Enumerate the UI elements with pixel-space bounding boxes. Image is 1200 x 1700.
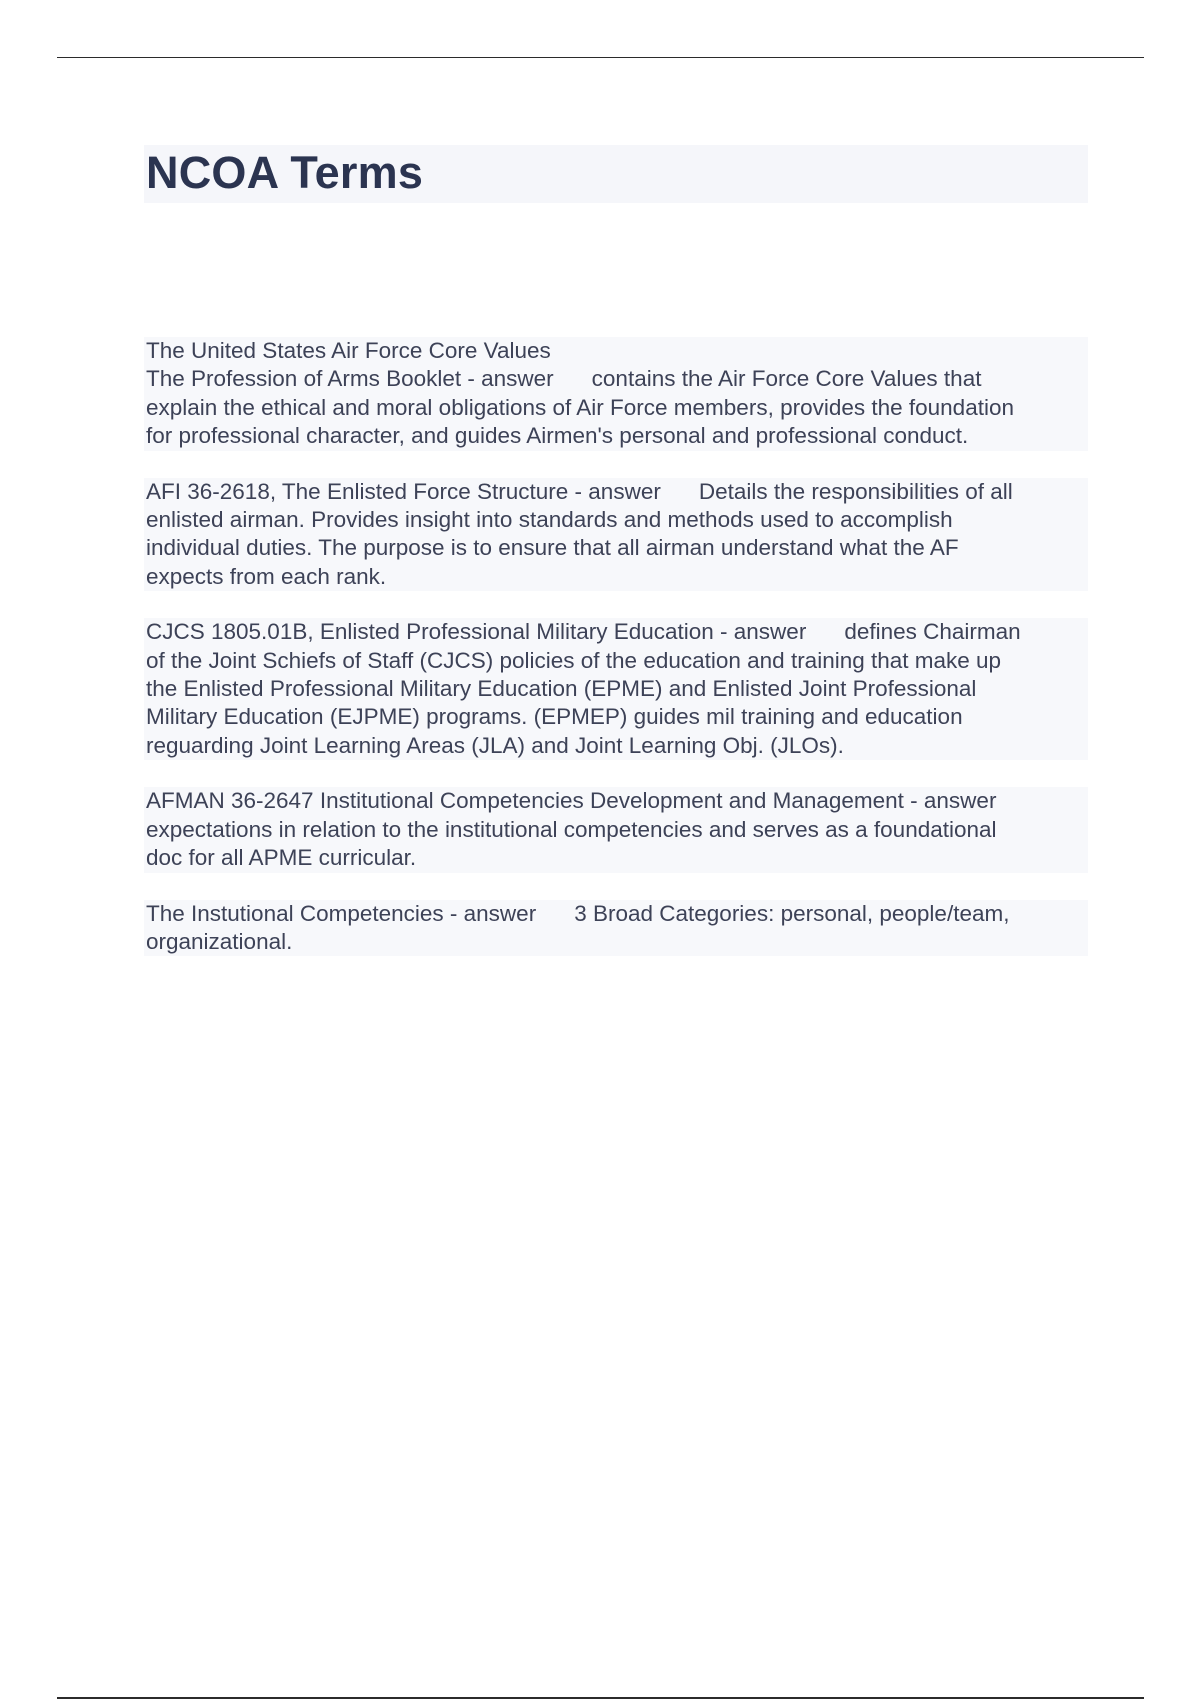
entry-line: organizational. [146,928,293,954]
term-text: CJCS 1805.01B, Enlisted Professional Military Education - answer [146,619,807,645]
entry-line: Military Education (EJPME) programs. (EPMEP) guides mil training and education [146,704,963,730]
entry-line [146,365,1086,393]
entry-line [146,900,1086,928]
term-text: The Instutional Competencies - answer [146,900,537,926]
entry-line: individual duties. The purpose is to ensure that all airman understand what the AF [146,535,959,561]
top-rule [57,57,1144,58]
entry-line: for professional character, and guides Airmen's personal and professional conduct. [146,423,969,449]
entry-line: explain the ethical and moral obligations of Air Force members, provides the foundation [146,394,1014,420]
answer-text: 3 Broad Categories: personal, people/team, [574,900,1010,926]
term-entry-core-values [144,337,1088,451]
answer-text: defines Chairman [844,619,1021,645]
entry-line: The United States Air Force Core Values [146,338,551,363]
entry-line: expects from each rank. [146,563,387,589]
term-entry-afman-36-2647 [144,787,1088,872]
page-title: NCOA Terms [146,147,424,198]
entry-line: expectations in relation to the institutional competencies and serves as a foundational [146,816,997,842]
term-entry-institutional-competencies [144,900,1088,957]
entry-line: the Enlisted Professional Military Education (EPME) and Enlisted Joint Professional [146,676,977,702]
entry-line: AFMAN 36-2647 Institutional Competencies Development and Management - answer [146,788,997,814]
entry-line [146,478,1086,506]
entry-line: reguarding Joint Learning Areas (JLA) and Joint Learning Obj. (JLOs). [146,732,844,758]
term-text: The Profession of Arms Booklet - answer [146,366,554,392]
bottom-rule [57,1697,1144,1699]
term-entry-cjcs-1805 [144,618,1088,760]
terms-list [144,337,1088,983]
term-entry-afi-36-2618 [144,478,1088,592]
term-text: AFI 36-2618, The Enlisted Force Structure - answer [146,478,661,504]
answer-text: contains the Air Force Core Values that [591,366,982,392]
answer-text: Details the responsibilities of all [698,478,1013,504]
entry-line: enlisted airman. Provides insight into standards and methods used to accomplish [146,507,953,533]
entry-line [146,618,1086,646]
entry-line: of the Joint Schiefs of Staff (CJCS) policies of the education and training that make up [146,647,1002,673]
entry-line: doc for all APME curricular. [146,845,417,871]
